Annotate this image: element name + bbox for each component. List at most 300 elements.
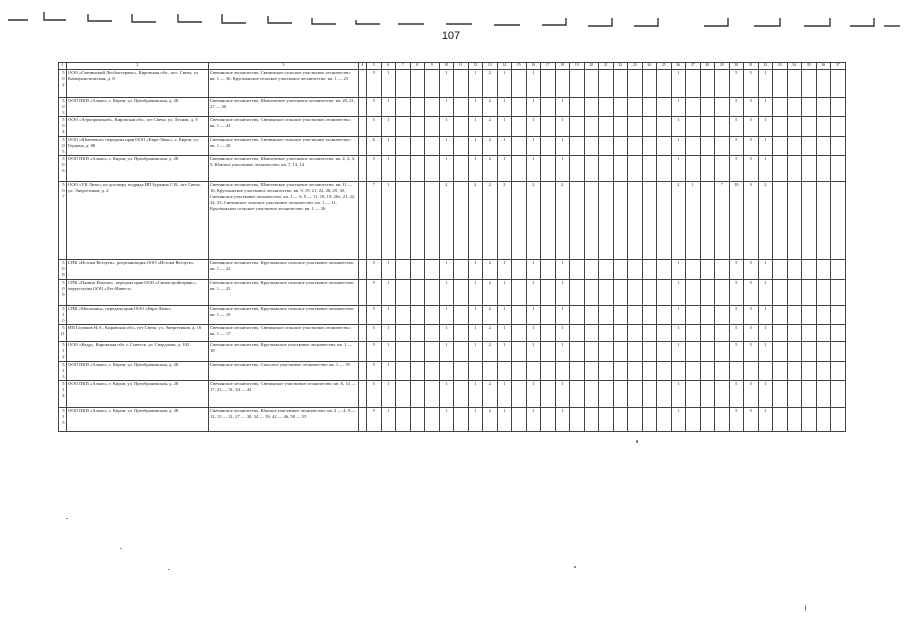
value-cell: 1: [555, 260, 570, 280]
value-cell: [787, 69, 802, 97]
value-cell: [628, 156, 643, 182]
value-cell: [425, 260, 440, 280]
value-cell: 1: [555, 97, 570, 117]
table-row: [59, 381, 846, 408]
value-cell: [584, 408, 599, 432]
value-cell: [831, 381, 846, 408]
row-number-cell: 515: [59, 408, 67, 432]
value-cell: [584, 325, 599, 342]
value-cell: [396, 97, 411, 117]
value-cell: [816, 260, 831, 280]
value-cell: 2: [497, 182, 512, 260]
value-cell: [686, 69, 701, 97]
value-cell: [642, 69, 657, 97]
value-cell: 2: [483, 97, 498, 117]
column-number: 28: [700, 63, 715, 70]
value-cell: [773, 117, 788, 137]
value-cell: 1: [497, 342, 512, 362]
value-cell: 2: [483, 182, 498, 260]
value-cell: [512, 156, 527, 182]
value-cell: [816, 305, 831, 325]
value-cell: 1: [671, 342, 686, 362]
column-number: 8: [410, 63, 425, 70]
value-cell: 1: [439, 408, 454, 432]
location-cell: Свечинское лесничество, Круглыжское сельское участковое лесничество: кв. 1 — 10: [209, 305, 359, 325]
value-cell: [570, 97, 585, 117]
location-cell: Свечинское лесничество, Спасское участковое лесничество: кв. 1 — 78: [209, 361, 359, 381]
holder-cell: ООО ПКП «Алмаз», г. Киров, ул. Преображенская, д. 28: [67, 97, 209, 117]
value-cell: 1: [758, 97, 773, 117]
row-number-cell: 504: [59, 117, 67, 137]
value-cell: 1: [381, 361, 396, 381]
column-number: 12: [468, 63, 483, 70]
value-cell: 1: [555, 305, 570, 325]
value-cell: 1: [381, 325, 396, 342]
value-cell: [468, 361, 483, 381]
value-cell: [512, 325, 527, 342]
value-cell: [802, 260, 817, 280]
value-cell: [555, 69, 570, 97]
value-cell: [700, 305, 715, 325]
value-cell: [628, 381, 643, 408]
value-cell: [773, 136, 788, 156]
value-cell: 2: [555, 182, 570, 260]
value-cell: 5: [729, 305, 744, 325]
value-cell: [570, 156, 585, 182]
value-cell: 1: [758, 342, 773, 362]
value-cell: 1: [671, 325, 686, 342]
column-number: 13: [483, 63, 498, 70]
value-cell: 5: [729, 260, 744, 280]
value-cell: 5: [744, 156, 759, 182]
value-cell: [410, 97, 425, 117]
holder-cell: ООО «Свечинский Лесбытсервис», Кировская обл., пос. Свеча, ул. Коммунистическая, д. 8: [67, 69, 209, 97]
row-number-cell: 509: [59, 279, 67, 305]
value-cell: [787, 305, 802, 325]
value-cell: [686, 342, 701, 362]
value-cell: 1: [526, 117, 541, 137]
value-cell: 2: [483, 279, 498, 305]
value-cell: [425, 69, 440, 97]
value-cell: [396, 381, 411, 408]
value-cell: [613, 117, 628, 137]
value-cell: [584, 182, 599, 260]
value-cell: 2: [483, 305, 498, 325]
table-row: [59, 156, 846, 182]
value-cell: [831, 156, 846, 182]
value-cell: [628, 260, 643, 280]
value-cell: 1: [526, 279, 541, 305]
value-cell: [439, 361, 454, 381]
value-cell: 1: [758, 136, 773, 156]
value-cell: [802, 305, 817, 325]
value-cell: 1: [671, 279, 686, 305]
column-number: 22: [613, 63, 628, 70]
value-cell: [570, 325, 585, 342]
table-row: [59, 260, 846, 280]
value-cell: [396, 156, 411, 182]
value-cell: [541, 69, 556, 97]
value-cell: 1: [526, 305, 541, 325]
value-cell: 1: [439, 97, 454, 117]
value-cell: [425, 182, 440, 260]
column-number: 14: [497, 63, 512, 70]
value-cell: [816, 342, 831, 362]
value-cell: [831, 97, 846, 117]
value-cell: 5: [367, 69, 382, 97]
value-cell: 6: [367, 136, 382, 156]
value-cell: [541, 342, 556, 362]
value-cell: [410, 361, 425, 381]
column-number: 23: [628, 63, 643, 70]
value-cell: [584, 381, 599, 408]
column-number: 4: [359, 63, 367, 70]
value-cell: [613, 136, 628, 156]
value-cell: 2: [439, 182, 454, 260]
value-cell: 1: [439, 325, 454, 342]
value-cell: [657, 69, 672, 97]
value-cell: [642, 117, 657, 137]
column-number: 16: [526, 63, 541, 70]
value-cell: 1: [671, 408, 686, 432]
row-number-cell: 503: [59, 97, 67, 117]
value-cell: [541, 136, 556, 156]
value-cell: [686, 117, 701, 137]
value-cell: 5: [729, 325, 744, 342]
holder-cell: ООО «Шмелевое» переданы прав ООО «Евро-Люкс», г. Киров, ул. Герцена, д. 88: [67, 136, 209, 156]
value-cell: [454, 381, 469, 408]
value-cell: [541, 381, 556, 408]
value-cell: [686, 305, 701, 325]
column-number: 5: [367, 63, 382, 70]
column-number: 20: [584, 63, 599, 70]
value-cell: [570, 69, 585, 97]
value-cell: [613, 361, 628, 381]
value-cell: [359, 136, 367, 156]
value-cell: [599, 97, 614, 117]
value-cell: 1: [468, 325, 483, 342]
row-number-cell: 507: [59, 182, 67, 260]
location-cell: Свечинское лесничество, Свечинское сельское участковое лесничество: кв. 1 — 20: [209, 136, 359, 156]
holder-cell: СПК «Истоки Ветлуги», реорганизация ООО «Истоки Ветлуги»: [67, 260, 209, 280]
value-cell: [657, 305, 672, 325]
value-cell: [541, 260, 556, 280]
value-cell: [613, 279, 628, 305]
value-cell: [541, 361, 556, 381]
value-cell: 2: [483, 342, 498, 362]
value-cell: [642, 156, 657, 182]
value-cell: [642, 260, 657, 280]
value-cell: [425, 97, 440, 117]
value-cell: [773, 325, 788, 342]
table-row: [59, 361, 846, 381]
row-number-cell: 506: [59, 156, 67, 182]
value-cell: [802, 325, 817, 342]
value-cell: [410, 182, 425, 260]
value-cell: [541, 325, 556, 342]
value-cell: 1: [671, 69, 686, 97]
value-cell: 1: [671, 260, 686, 280]
value-cell: [613, 381, 628, 408]
value-cell: [410, 69, 425, 97]
value-cell: 1: [381, 260, 396, 280]
value-cell: [831, 117, 846, 137]
value-cell: 1: [439, 305, 454, 325]
value-cell: [410, 408, 425, 432]
value-cell: [410, 260, 425, 280]
value-cell: [657, 279, 672, 305]
value-cell: 1: [555, 342, 570, 362]
value-cell: [700, 69, 715, 97]
location-cell: Свечинское лесничество, Свечинское участковое лесничество: кв. 8, 14 — 17, 23 — 31, 34 — 43: [209, 381, 359, 408]
value-cell: [773, 260, 788, 280]
value-cell: 1: [671, 156, 686, 182]
value-cell: [599, 156, 614, 182]
value-cell: 1: [468, 260, 483, 280]
value-cell: [628, 182, 643, 260]
value-cell: [410, 117, 425, 137]
row-number-cell: 508: [59, 260, 67, 280]
value-cell: 5: [744, 97, 759, 117]
value-cell: [816, 381, 831, 408]
value-cell: [802, 136, 817, 156]
value-cell: 1: [381, 136, 396, 156]
value-cell: 1: [671, 305, 686, 325]
value-cell: [773, 408, 788, 432]
value-cell: [497, 361, 512, 381]
value-cell: [816, 361, 831, 381]
column-number: 27: [686, 63, 701, 70]
scan-speck: [574, 566, 576, 568]
value-cell: [396, 117, 411, 137]
value-cell: 1: [497, 136, 512, 156]
value-cell: [512, 136, 527, 156]
holder-cell: ООО «УК Люкс» по договору подряда ИП Буркина С.В., пгт Свеча, ул. Энергетиков, д. 2: [67, 182, 209, 260]
value-cell: [831, 260, 846, 280]
holder-cell: СПК «Маслениц», передача прав ООО «Евро-Люкс»: [67, 305, 209, 325]
value-cell: [686, 325, 701, 342]
value-cell: 1: [526, 325, 541, 342]
value-cell: [599, 381, 614, 408]
value-cell: 5: [367, 117, 382, 137]
value-cell: 1: [526, 69, 541, 97]
value-cell: [359, 97, 367, 117]
row-number-cell: 513: [59, 361, 67, 381]
value-cell: [628, 69, 643, 97]
value-cell: [584, 361, 599, 381]
row-number-cell: 512: [59, 342, 67, 362]
row-number-cell: 514: [59, 381, 67, 408]
value-cell: [512, 342, 527, 362]
value-cell: [541, 305, 556, 325]
value-cell: 1: [381, 342, 396, 362]
value-cell: [628, 408, 643, 432]
value-cell: 1: [758, 260, 773, 280]
value-cell: [642, 305, 657, 325]
column-number: 15: [512, 63, 527, 70]
column-number: 3: [209, 63, 359, 70]
value-cell: [512, 361, 527, 381]
value-cell: [613, 305, 628, 325]
column-number: 25: [657, 63, 672, 70]
value-cell: 1: [555, 381, 570, 408]
value-cell: [396, 260, 411, 280]
value-cell: 7: [715, 182, 730, 260]
value-cell: 1: [497, 381, 512, 408]
value-cell: [396, 182, 411, 260]
value-cell: 1: [526, 136, 541, 156]
value-cell: [396, 408, 411, 432]
value-cell: [802, 97, 817, 117]
value-cell: [512, 260, 527, 280]
value-cell: [831, 305, 846, 325]
value-cell: 2: [483, 156, 498, 182]
value-cell: [628, 305, 643, 325]
value-cell: [570, 408, 585, 432]
table-row: [59, 97, 846, 117]
value-cell: 1: [758, 117, 773, 137]
value-cell: 1: [497, 305, 512, 325]
value-cell: 2: [671, 182, 686, 260]
value-cell: [642, 408, 657, 432]
value-cell: [773, 182, 788, 260]
value-cell: [410, 381, 425, 408]
holder-cell: ООО «Агропромснаб», Кировская обл., пгт Свеча, ул. Лесная, д. 8: [67, 117, 209, 137]
value-cell: [700, 342, 715, 362]
value-cell: [570, 136, 585, 156]
value-cell: 1: [497, 97, 512, 117]
location-cell: Свечинское лесничество, Шмелевское участковое лесничество: кв. 11 — 16, Круглыжское участковое лесничество: кв. 9, 19, 21, 22, 26, 29, 30, Свечинское участковое лесничество: кв. 1 — 6, 9 — 11, 18, 19, 20ч, 21, 22, 32, 33, Свечинское сельское участковое лесничество: кв. 1 — 11, Круглыжское сельское участковое лесничество: кв. 1 — 26: [209, 182, 359, 260]
value-cell: 1: [381, 381, 396, 408]
value-cell: [642, 182, 657, 260]
value-cell: [454, 69, 469, 97]
value-cell: 1: [468, 136, 483, 156]
value-cell: 1: [497, 279, 512, 305]
location-cell: Свечинское лесничество, Шмелевское участковое лесничество: кв. 20, 21, 27 — 30: [209, 97, 359, 117]
value-cell: 1: [497, 69, 512, 97]
value-cell: [570, 260, 585, 280]
value-cell: 1: [439, 342, 454, 362]
value-cell: [359, 182, 367, 260]
value-cell: [787, 117, 802, 137]
value-cell: 1: [468, 342, 483, 362]
value-cell: [541, 408, 556, 432]
value-cell: [802, 361, 817, 381]
holder-cell: ООО «Кедр», Кировская обл. г. Советск, ул. Свердлова, д. 102: [67, 342, 209, 362]
value-cell: 5: [367, 408, 382, 432]
value-cell: [657, 97, 672, 117]
row-number-cell: 511: [59, 325, 67, 342]
value-cell: 5: [367, 325, 382, 342]
value-cell: [410, 279, 425, 305]
value-cell: [359, 279, 367, 305]
value-cell: [425, 279, 440, 305]
table-row: [59, 117, 846, 137]
value-cell: [657, 325, 672, 342]
value-cell: [454, 260, 469, 280]
value-cell: [686, 279, 701, 305]
value-cell: [628, 136, 643, 156]
value-cell: 1: [497, 260, 512, 280]
scan-speck: [805, 605, 806, 611]
value-cell: [657, 408, 672, 432]
row-number-cell: 505: [59, 136, 67, 156]
column-number: 26: [671, 63, 686, 70]
value-cell: [686, 381, 701, 408]
value-cell: 1: [381, 305, 396, 325]
value-cell: 1: [671, 97, 686, 117]
value-cell: [584, 69, 599, 97]
value-cell: [512, 97, 527, 117]
value-cell: [584, 342, 599, 362]
value-cell: [613, 325, 628, 342]
value-cell: 5: [367, 361, 382, 381]
value-cell: [715, 117, 730, 137]
value-cell: [584, 117, 599, 137]
value-cell: [642, 361, 657, 381]
value-cell: 5: [367, 156, 382, 182]
value-cell: [541, 182, 556, 260]
value-cell: [359, 260, 367, 280]
value-cell: [570, 342, 585, 362]
value-cell: [744, 361, 759, 381]
value-cell: 5: [729, 136, 744, 156]
value-cell: [512, 117, 527, 137]
value-cell: [686, 260, 701, 280]
table-row: [59, 342, 846, 362]
value-cell: [613, 342, 628, 362]
row-number-cell: 502: [59, 69, 67, 97]
value-cell: [715, 381, 730, 408]
value-cell: 1: [468, 381, 483, 408]
value-cell: [773, 342, 788, 362]
value-cell: [715, 260, 730, 280]
table-row: [59, 325, 846, 342]
value-cell: [410, 305, 425, 325]
value-cell: 1: [381, 182, 396, 260]
value-cell: [715, 361, 730, 381]
value-cell: [541, 117, 556, 137]
value-cell: [396, 325, 411, 342]
value-cell: 1: [555, 117, 570, 137]
value-cell: [787, 325, 802, 342]
value-cell: 5: [367, 260, 382, 280]
value-cell: [570, 182, 585, 260]
holder-cell: ООО ПКП «Алмаз», г. Киров, ул. Преображенская, д. 28: [67, 381, 209, 408]
value-cell: [584, 97, 599, 117]
value-cell: [831, 136, 846, 156]
location-cell: Свечинское лесничество, Круглыжское сельское участковое лесничество: кв. 1 — 22: [209, 260, 359, 280]
value-cell: [642, 97, 657, 117]
value-cell: 5: [729, 342, 744, 362]
value-cell: [628, 361, 643, 381]
column-number: 1: [59, 63, 67, 70]
value-cell: [454, 182, 469, 260]
value-cell: [657, 156, 672, 182]
row-number-cell: 510: [59, 305, 67, 325]
value-cell: [816, 325, 831, 342]
value-cell: [816, 408, 831, 432]
value-cell: [715, 408, 730, 432]
value-cell: [359, 381, 367, 408]
value-cell: [700, 361, 715, 381]
value-cell: 1: [439, 117, 454, 137]
value-cell: [816, 279, 831, 305]
column-number: 29: [715, 63, 730, 70]
value-cell: [773, 69, 788, 97]
value-cell: [700, 381, 715, 408]
value-cell: 5: [729, 156, 744, 182]
